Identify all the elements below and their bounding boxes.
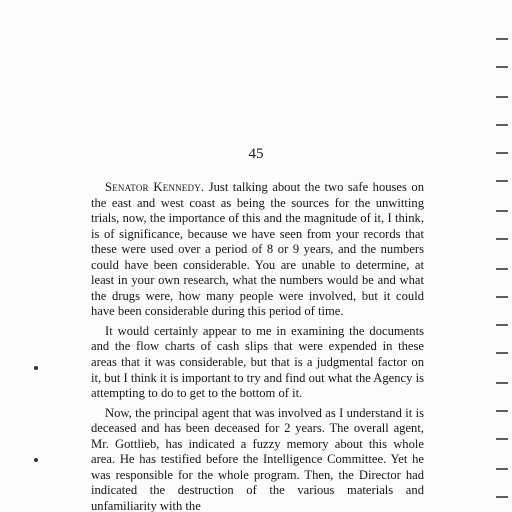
scan-mark — [496, 38, 508, 40]
paragraph-2 — [91, 324, 424, 402]
scan-mark — [496, 96, 508, 98]
scan-mark — [496, 296, 508, 298]
paragraph-1 — [91, 180, 424, 320]
scan-mark — [496, 180, 508, 182]
speaker-label: Senator Kennedy. — [105, 180, 205, 194]
scan-edge-artifacts — [492, 0, 512, 512]
scan-mark — [496, 238, 508, 240]
scan-mark — [496, 66, 508, 68]
scan-mark — [496, 438, 508, 440]
scan-dot — [34, 458, 38, 462]
paragraph-text: Just talking about the two safe houses on the east and west coast as being the sources for the unwitting trials, now, the importance of this and the magnitude of it, I think, is of significance, because we have seen from your records that these were used over a period of 8 or 9 years, and the numbers could have been considerable. You are unable to determine, at least in your own research, what the numbers would be and what the drugs were, how many people were involved, but it could have been considerable during this period of time. — [91, 180, 424, 319]
scan-mark — [496, 352, 508, 354]
scan-mark — [496, 324, 508, 326]
paragraph-text: It would certainly appear to me in examining the documents and the flow charts of cash slips that were expended in these areas that it was considerable, but that is a judgmental factor on it, but I think it is important to try and find out what the Agency is attempting to do to get to the bottom of it. — [91, 323, 424, 401]
scan-mark — [496, 124, 508, 126]
scan-dot — [34, 366, 38, 370]
body-text — [91, 180, 424, 512]
scan-mark — [496, 210, 508, 212]
scan-mark — [496, 382, 508, 384]
scan-mark — [496, 268, 508, 270]
paragraph-3 — [91, 406, 424, 512]
page-number: 45 — [248, 146, 264, 162]
scan-mark — [496, 152, 508, 154]
scan-mark — [496, 410, 508, 412]
scan-mark — [496, 468, 508, 470]
paragraph-text: Now, the principal agent that was involved as I understand it is deceased and has been deceased for 2 years. The overall agent, Mr. Gottlieb, has indicated a fuzzy memory about this whole area. He has testified before the Intelligence Committee. Yet he was responsible for the whole program. Then, the Director had indicated the destruction of the various materials and unfamiliarity with the — [91, 405, 424, 512]
scan-mark — [496, 496, 508, 498]
